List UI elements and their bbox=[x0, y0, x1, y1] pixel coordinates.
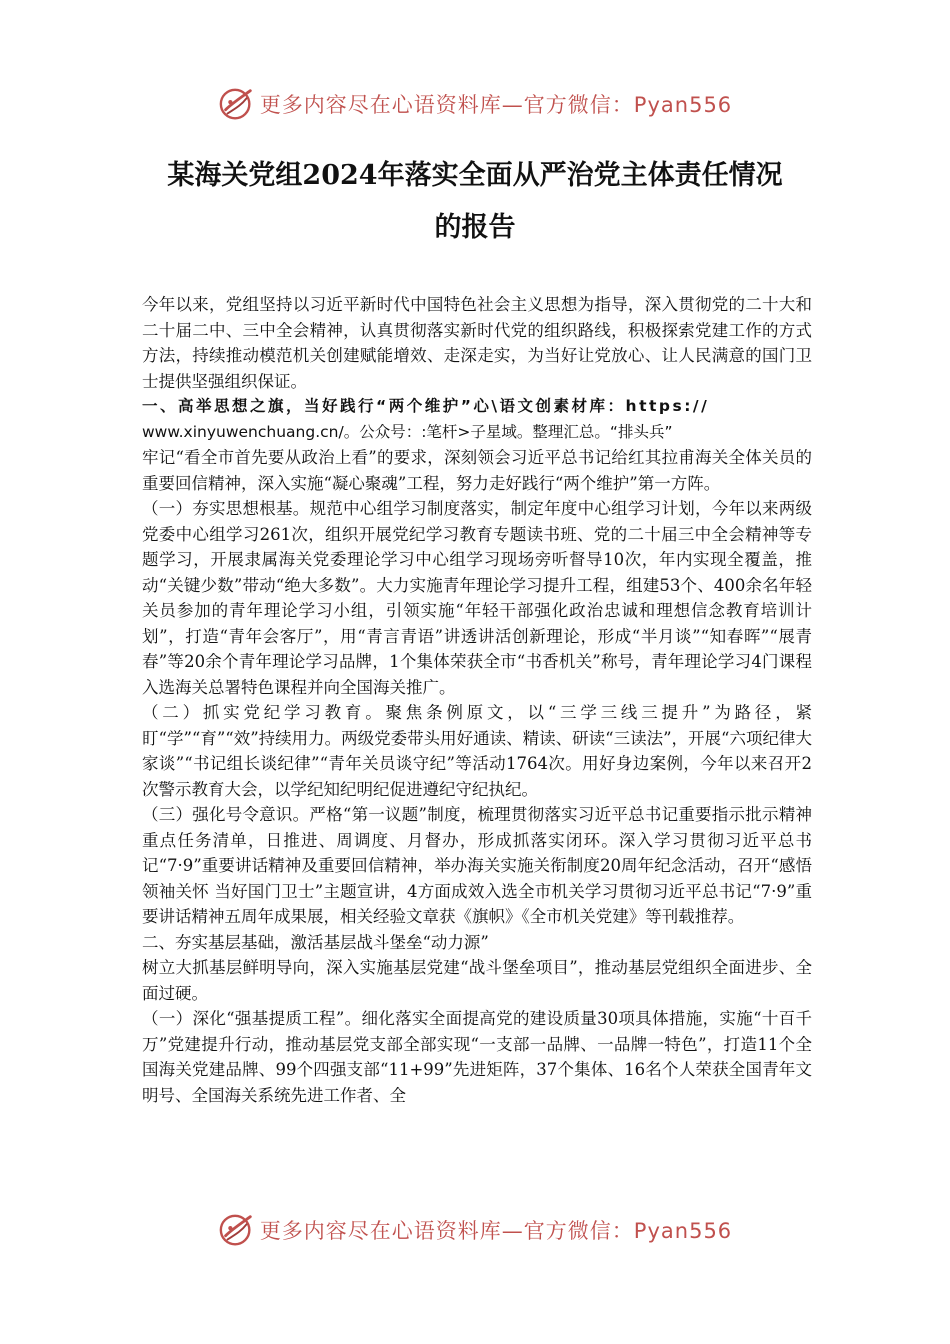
document-body bbox=[142, 292, 812, 1108]
subsection-2-1: （一）深化“强基提质工程”。细化落实全面提高党的建设质量30项具体措施，实施“十百千万”党建提升行动，推动基层党支部全部实现“一支部一品牌、一品牌一特色”，打造11个全国海关党建品牌、99个四强支部“11+99”先进矩阵，37个集体、16名个人荣获全国青年文明号、全国海关系统先进工作者、全 bbox=[142, 1009, 812, 1105]
title-line-2: 的报告 bbox=[434, 212, 516, 243]
brush-logo-icon bbox=[218, 85, 256, 123]
source-line: www.xinyuwenchuang.cn/。公众号：:笔杆>子星域。整理汇总。“排头兵” bbox=[142, 422, 673, 441]
section-heading-1: 一、高举思想之旗，当好践行“两个维护”心\语文创素材库：https:// bbox=[142, 397, 710, 415]
footer-watermark-banner bbox=[0, 1208, 950, 1252]
banner-text: 更多内容尽在心语资料库—官方微信：Pyan556 bbox=[259, 93, 733, 117]
section-1-intro: 牢记“看全市首先要从政治上看”的要求，深刻领会习近平总书记给红其拉甫海关全体关员的重要回信精神，深入实施“凝心聚魂”工程，努力走好践行“两个维护”第一方阵。 bbox=[142, 448, 812, 493]
intro-paragraph: 今年以来，党组坚持以习近平新时代中国特色社会主义思想为指导，深入贯彻党的二十大和二十届二中、三中全会精神，认真贯彻落实新时代党的组织路线，积极探索党建工作的方式方法，持续推动模范机关创建赋能增效、走深走实，为当好让党放心、让人民满意的国门卫士提供坚强组织保证。 bbox=[142, 295, 812, 391]
title-line-1: 某海关党组2024年落实全面从严治党主体责任情况 bbox=[167, 160, 783, 191]
section-2-intro: 树立大抓基层鲜明导向，深入实施基层党建“战斗堡垒项目”，推动基层党组织全面进步、全面过硬。 bbox=[142, 958, 812, 1003]
header-watermark-banner bbox=[0, 82, 950, 126]
subsection-1-3: （三）强化号令意识。严格“第一议题”制度，梳理贯彻落实习近平总书记重要指示批示精神重点任务清单，日推进、周调度、月督办，形成抓落实闭环。深入学习贯彻习近平总书记“7·9”重要讲话精神及重要回信精神，举办海关实施关衔制度20周年纪念活动，召开“感悟领袖关怀 当好国门卫士”主题宣讲，4方面成效入选全市机关学习贯彻习近平总书记“7·9”重要讲话精神五周年成果展，相关经验文章获《旗帜》《全市机关党建》等刊载推荐。 bbox=[142, 805, 812, 926]
section-heading-2: 二、夯实基层基础，激活基层战斗堡垒“动力源” bbox=[142, 932, 489, 952]
brush-logo-icon bbox=[218, 1211, 256, 1249]
subsection-1-1: （一）夯实思想根基。规范中心组学习制度落实，制定年度中心组学习计划，今年以来两级党委中心组学习261次，组织开展党纪学习教育专题读书班、党的二十届三中全会精神等专题学习，开展隶属海关党委理论学习中心组学习现场旁听督导10次，年内实现全覆盖，推动“关键少数”带动“绝大多数”。大力实施青年理论学习提升工程，组建53个、400余名年轻关员参加的青年理论学习小组，引领实施“年轻干部强化政治忠诚和理想信念教育培训计划”，打造“青年会客厅”，用“青言青语”讲透讲活创新理论，形成“半月谈”“知春晖”“展青春”等20余个青年理论学习品牌，1个集体荣获全市“书香机关”称号，青年理论学习4门课程入选海关总署特色课程并向全国海关推广。 bbox=[142, 499, 812, 697]
subsection-1-2: （二）抓实党纪学习教育。聚焦条例原文，以“三学三线三提升”为路径，紧盯“学”“育”“效”持续用力。两级党委带头用好通读、精读、研读“三读法”，开展“六项纪律大家谈”“书记组长谈纪律”“青年关员谈守纪”等活动1764次。用好身边案例，今年以来召开2次警示教育大会，以学纪知纪明纪促进遵纪守纪执纪。 bbox=[142, 703, 812, 799]
document-title bbox=[100, 150, 850, 254]
banner-text: 更多内容尽在心语资料库—官方微信：Pyan556 bbox=[259, 1219, 733, 1243]
